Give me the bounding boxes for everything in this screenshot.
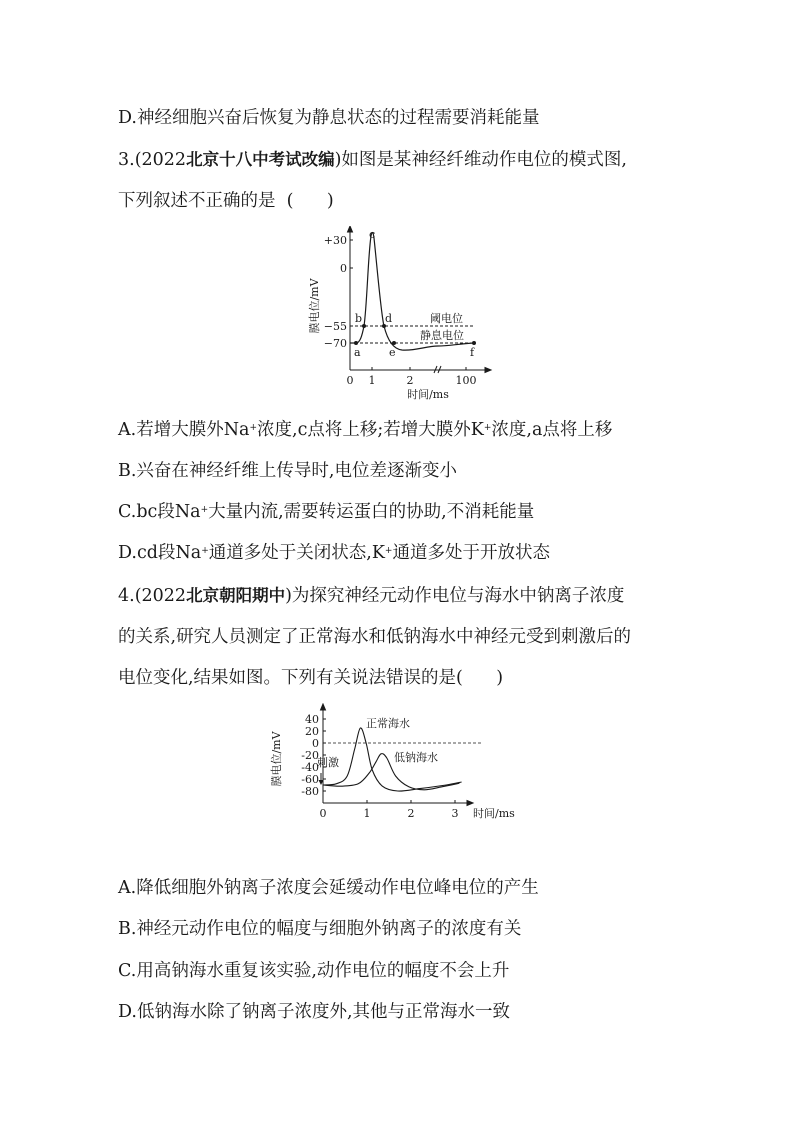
q4-stem-line2: 的关系,研究人员测定了正常海水和低钠海水中神经元受到刺激后的	[118, 627, 632, 647]
q3-option-c-pre: C.bc段Na	[118, 502, 201, 522]
q3-point-e-dot	[392, 341, 396, 345]
q3-point-f-dot	[472, 341, 476, 345]
q3-xtick-2: 2	[406, 374, 414, 387]
q4-ytick-label: 20	[305, 725, 319, 738]
q4-ytick-label: -60	[301, 773, 319, 786]
q4-y-arrow	[321, 704, 326, 710]
q3-option-d-mid: 通道多处于关闭状态,K	[208, 543, 385, 563]
q3-label-d: d	[385, 312, 393, 325]
q3-x-arrow	[485, 368, 491, 373]
q3-option-c	[118, 500, 534, 524]
q4-series-label-lowna: 低钠海水	[394, 751, 438, 764]
q3-label-f: f	[470, 346, 475, 359]
q3-option-d	[118, 541, 550, 565]
q3-number: 3.	[118, 150, 135, 170]
q4-source-prefix: (2022	[134, 586, 187, 606]
q4-xtick-label: 1	[363, 807, 371, 820]
q4-ytick-label: -20	[301, 749, 319, 762]
q3-ytick-55: −55	[323, 320, 347, 333]
q3-option-c-sup1: +	[200, 505, 209, 515]
q4-xlabel: 时间/ms	[473, 807, 515, 820]
q4-stem-line3: 电位变化,结果如图。下列有关说法错误的是( )	[118, 668, 504, 688]
q3-option-b: B.兴奋在神经纤维上传导时,电位差逐渐变小	[118, 461, 457, 481]
q4-xtick-label: 2	[407, 807, 415, 820]
q3-point-b-dot	[362, 324, 366, 328]
q3-xtick-0: 0	[346, 374, 354, 387]
q3-option-d-pre: D.cd段Na	[118, 543, 202, 563]
q4-number: 4.	[118, 586, 135, 606]
q3-option-d-sup1: +	[201, 546, 209, 556]
q4-series-label-normal: 正常海水	[366, 717, 410, 730]
q4-ytick-label: -80	[301, 785, 319, 798]
q4-source: 北京朝阳期中	[186, 586, 286, 605]
q4-stem-text: )为探究神经元动作电位与海水中钠离子浓度	[285, 586, 625, 606]
q3-option-a-mid: 浓度,c点将上移;若增大膜外K	[257, 420, 484, 440]
q4-chart	[266, 703, 530, 823]
q3-option-a-sup1: +	[249, 423, 257, 433]
q3-ytick-70: −70	[323, 337, 347, 350]
q3-option-a-pre: A.若增大膜外Na	[118, 420, 250, 440]
q3-xtick-100: 100	[455, 374, 477, 387]
q3-option-d-post: 通道多处于开放状态	[392, 543, 550, 563]
q3-source: 北京十八中考试改编	[186, 150, 335, 169]
q3-option-a	[118, 418, 612, 442]
q3-ytick-30: +30	[323, 234, 347, 247]
q3-point-a-dot	[354, 341, 358, 345]
q3-label-b: b	[355, 312, 363, 325]
q3-xlabel: 时间/ms	[407, 388, 449, 401]
q4-ytick-label: -40	[301, 761, 319, 774]
q3-option-a-sup2: +	[483, 423, 492, 433]
q4-xtick-label: 3	[451, 807, 459, 820]
q3-xtick-1: 1	[368, 374, 376, 387]
q3-label-e: e	[389, 346, 396, 359]
q2-option-d: D.神经细胞兴奋后恢复为静息状态的过程需要消耗能量	[118, 108, 540, 128]
q3-stem-line2: 下列叙述不正确的是 ( )	[118, 191, 334, 211]
q4-option-b: B.神经元动作电位的幅度与细胞外钠离子的浓度有关	[118, 919, 522, 939]
q3-threshold-label: 阈电位	[430, 312, 463, 325]
q3-stem-line1	[118, 148, 627, 172]
q4-x-arrow	[467, 801, 473, 806]
q4-ytick-label: 40	[305, 713, 319, 726]
q4-series-lowna-line	[323, 754, 459, 790]
q4-stimulus-label: 刺激	[317, 756, 339, 769]
q3-label-a: a	[354, 346, 361, 359]
q4-stem-line1	[118, 584, 624, 608]
q3-option-a-post: 浓度,a点将上移	[491, 420, 613, 440]
q3-ylabel: 膜电位/mV	[308, 278, 321, 334]
q4-option-a: A.降低细胞外钠离子浓度会延缓动作电位峰电位的产生	[118, 878, 539, 898]
q3-option-c-post: 大量内流,需要转运蛋白的协助,不消耗能量	[208, 502, 535, 522]
q4-option-d: D.低钠海水除了钠离子浓度外,其他与正常海水一致	[118, 1002, 511, 1022]
q4-xtick-label: 0	[319, 807, 327, 820]
q4-series-normal-line	[323, 728, 462, 791]
q3-resting-label: 静息电位	[420, 329, 464, 342]
q3-figure	[298, 226, 498, 402]
q3-stem-text: )如图是某神经纤维动作电位的模式图,	[334, 150, 627, 170]
q4-option-c: C.用高钠海水重复该实验,动作电位的幅度不会上升	[118, 961, 510, 981]
q4-ylabel: 膜电位/mV	[270, 731, 283, 787]
q3-option-d-sup2: +	[384, 546, 393, 556]
q4-ytick-label: 0	[312, 737, 319, 750]
q3-source-prefix: (2022	[134, 150, 187, 170]
q3-label-c: c	[369, 228, 376, 241]
q3-ytick-0: 0	[340, 262, 347, 275]
q3-y-arrow	[348, 226, 353, 232]
